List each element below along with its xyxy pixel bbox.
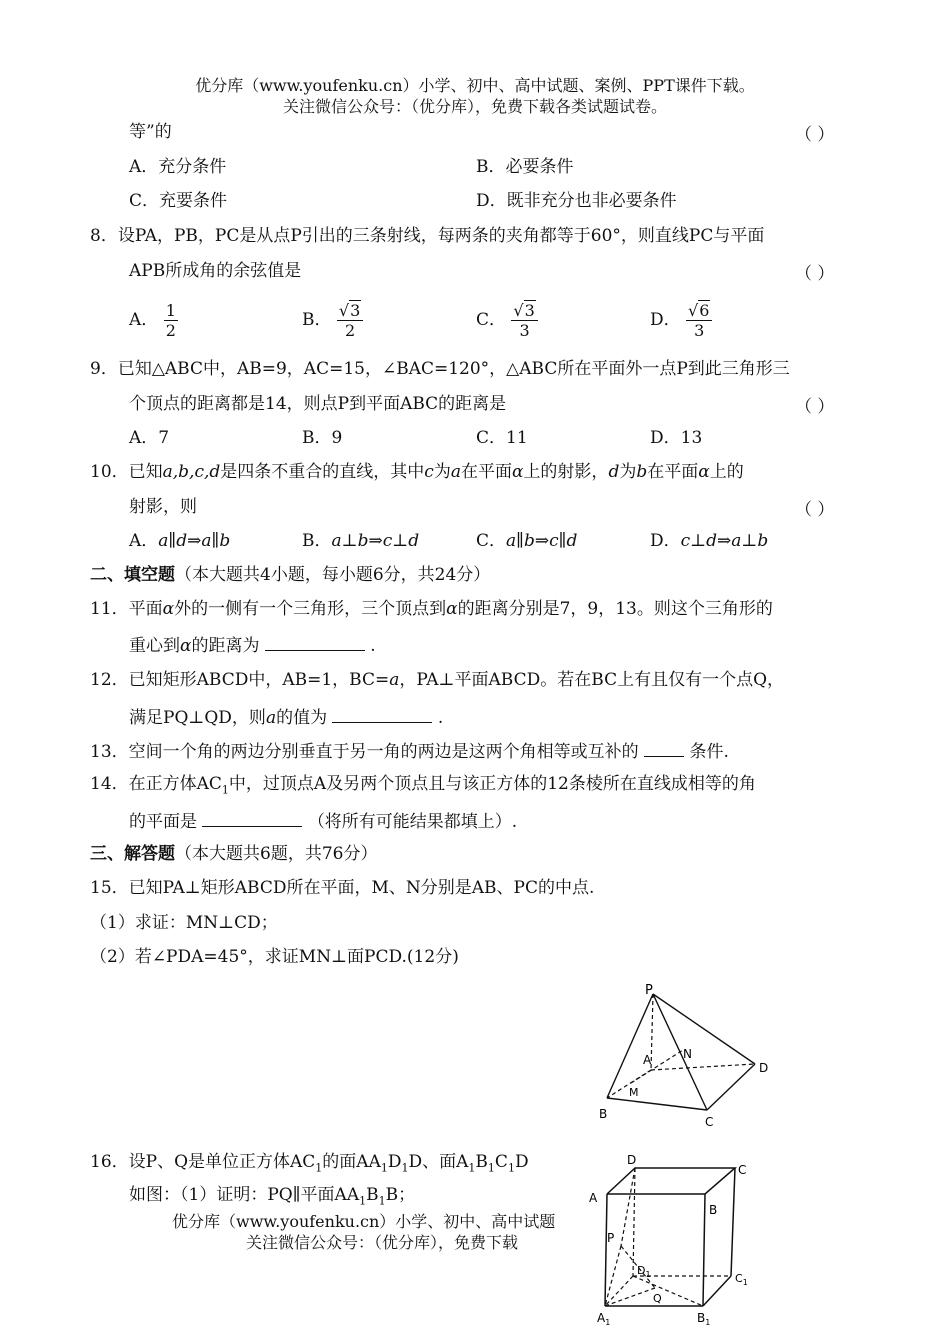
q16-stem-line1: 16．设P、Q是单位正方体$AC_1$的面$AA_1D_1D$、面$A_1B_1C_1D$ (90, 1152, 529, 1175)
q14-stem-line1: 14．在正方体$AC_1$中，过顶点A及另两个顶点且与该正方体的12条棱所在直线成相等的角 (90, 774, 756, 797)
answer-blank[interactable] (332, 704, 432, 723)
label-A: A (643, 1053, 652, 1067)
label-A: A (589, 1191, 598, 1205)
answer-paren: （ ） (795, 397, 835, 417)
label-C: C (738, 1163, 747, 1177)
q13-stem: 13．空间一个角的两边分别垂直于另一角的两边是这两个角相等或互补的 条件. (90, 738, 729, 764)
edge-AD (651, 1064, 755, 1070)
q11-stem-line2: 重心到α的距离为 . (129, 632, 376, 658)
edge-PD (653, 994, 755, 1064)
edge-PB (607, 994, 653, 1098)
fraction: $\frac{√6}{3}$ (686, 301, 712, 340)
q8-option-d (650, 298, 712, 342)
edge-BC (607, 1098, 707, 1110)
label-D1: $D_1$ (637, 1264, 651, 1279)
label-B: B (709, 1203, 718, 1217)
fraction: $\frac{√3}{3}$ (511, 301, 537, 340)
q8-option-c (476, 298, 538, 342)
q7-continuation: 等”的 (129, 122, 172, 142)
q10-stem-line2: 射影，则 (129, 497, 197, 517)
q16-cube-figure (585, 1148, 755, 1328)
fraction: $\frac{1}{2}$ (165, 301, 176, 340)
footer-line-2: 关注微信公众号：（优分库），免费下载 (246, 1233, 519, 1252)
label-N: N (683, 1047, 692, 1061)
q11-stem-line1: 11．平面α外的一侧有一个三角形，三个顶点到α的距离分别是7，9，13。则这个三角形的 (90, 599, 773, 619)
q15-part-2: （2）若∠PDA=45°，求证MN⊥面PCD.(12分) (90, 947, 459, 967)
label-C1: $C_1$ (735, 1272, 748, 1287)
q7-option-a: A．充分条件 (129, 157, 227, 177)
q8-stem-line1: 8．设PA，PB，PC是从点P引出的三条射线，每两条的夹角都等于60°，则直线PC与平面 (90, 226, 765, 246)
q16-part-1: 如图：（1）证明：PQ∥平面$AA_1B_1B$； (129, 1185, 416, 1208)
option-label: B． (302, 310, 332, 330)
q9-stem-line1: 9．已知△ABC中，AB=9，AC=15，∠BAC=120°，△ABC所在平面外一点P到此三角形三 (90, 359, 790, 379)
section-3-heading: 三、解答题（本大题共6题，共76分） (90, 844, 378, 864)
q7-option-c: C．充要条件 (129, 191, 228, 211)
label-M: M (629, 1086, 639, 1099)
answer-blank[interactable] (644, 738, 684, 757)
q9-option-b: B．9 (302, 428, 343, 448)
q9-stem-line2: 个顶点的距离都是14，则点P到平面ABC的距离是 (129, 394, 507, 414)
label-C: C (705, 1115, 714, 1129)
q8-option-a (129, 298, 178, 342)
label-B: B (599, 1107, 608, 1121)
edge-CD (707, 1064, 755, 1110)
label-Q: Q (653, 1292, 662, 1305)
answer-blank[interactable] (202, 808, 302, 827)
option-label: C． (476, 310, 507, 330)
label-D: D (759, 1061, 769, 1075)
q9-option-c: C．11 (476, 428, 528, 448)
header-line-2: 关注微信公众号：（优分库），免费下载各类试题试卷。 (282, 97, 667, 116)
answer-paren: （ ） (795, 500, 835, 520)
q8-option-b (302, 298, 363, 342)
q10-option-a: A．a∥d⇒a∥b (129, 531, 231, 551)
q9-option-a: A．7 (129, 428, 170, 448)
q12-stem-line1: 12．已知矩形ABCD中，AB=1，BC=a，PA⊥平面ABCD。若在BC上有且仅有一个点Q， (90, 670, 785, 690)
q15-stem-line1: 15．已知PA⊥矩形ABCD所在平面，M、N分别是AB、PC的中点. (90, 878, 595, 898)
q8-stem-line2: APB所成角的余弦值是 (129, 261, 302, 281)
q10-stem-line1: 10．已知a,b,c,d是四条不重合的直线，其中c为a在平面α上的射影，d为b在平面α上的 (90, 462, 744, 482)
label-D: D (627, 1153, 637, 1167)
answer-blank[interactable] (265, 632, 365, 651)
q7-option-d: D．既非充分也非必要条件 (476, 191, 677, 211)
answer-paren: （ ） (795, 264, 835, 284)
footer-line-1: 优分库（www.youfenku.cn）小学、初中、高中试题 (172, 1212, 556, 1231)
answer-paren: （ ） (795, 125, 835, 145)
q10-option-b: B．a⊥b⇒c⊥d (302, 531, 420, 551)
label-A1: $A_1$ (597, 1311, 611, 1327)
q14-stem-line2: 的平面是 （将所有可能结果都填上）. (129, 808, 517, 834)
q15-part-1: （1）求证：MN⊥CD； (90, 913, 278, 933)
q10-option-c: C．a∥b⇒c∥d (476, 531, 578, 551)
option-label: A． (129, 310, 159, 330)
header-line-1: 优分库（www.youfenku.cn）小学、初中、高中试题、案例、PPT课件下载。 (195, 76, 755, 95)
label-P: P (607, 1231, 615, 1245)
option-label: D． (650, 310, 681, 330)
q9-option-d: D．13 (650, 428, 703, 448)
edge-PA (651, 994, 653, 1070)
label-P: P (645, 983, 653, 998)
q15-pyramid-figure (595, 980, 785, 1130)
q10-option-d: D．c⊥d⇒a⊥b (650, 531, 769, 551)
fraction: $\frac{√3}{2}$ (337, 301, 363, 340)
q7-option-b: B．必要条件 (476, 157, 574, 177)
section-2-heading: 二、填空题（本大题共4小题，每小题6分，共24分） (90, 565, 491, 585)
label-B1: $B_1$ (697, 1311, 711, 1327)
q12-stem-line2: 满足PQ⊥QD，则a的值为 . (129, 704, 443, 730)
segment-MN (631, 1050, 683, 1083)
